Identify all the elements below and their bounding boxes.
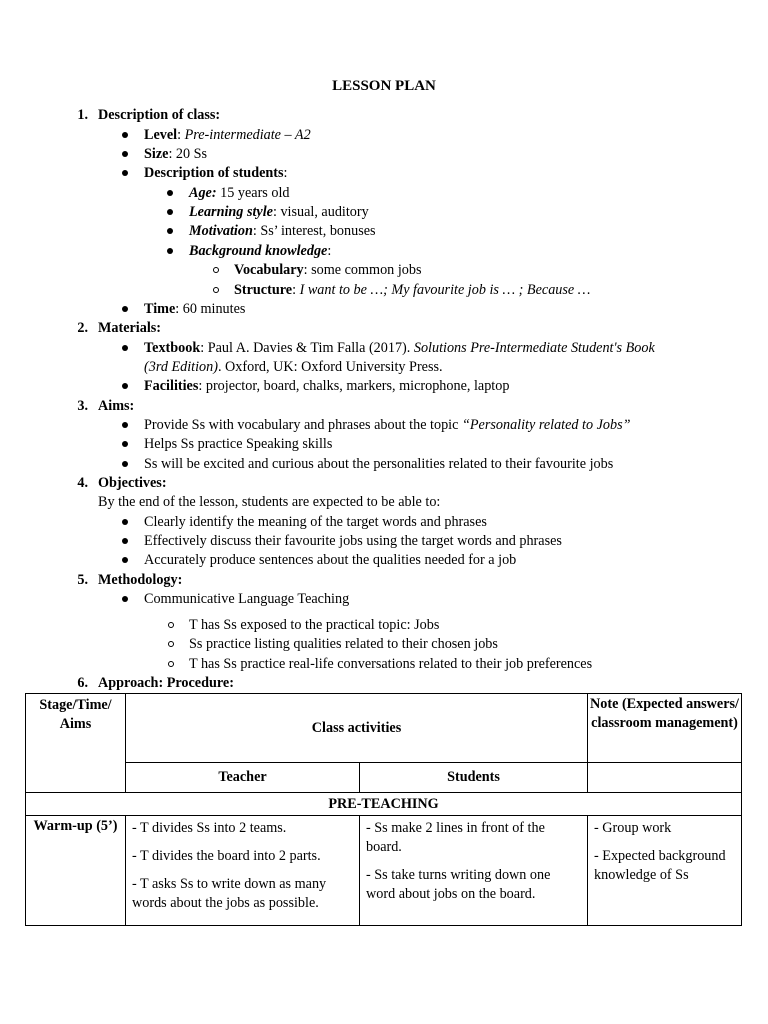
structure-value: I want to be …; My favourite job is … ; Because …	[299, 282, 591, 298]
procedure-table	[25, 693, 742, 926]
textbook-label: Textbook	[144, 340, 201, 356]
section-heading-materials: Materials:	[98, 320, 162, 336]
level-value: Pre-intermediate – A2	[184, 127, 311, 143]
bullet-dot	[167, 209, 173, 215]
size-label: Size	[144, 146, 169, 162]
textbook-authors: : Paul A. Davies & Tim Falla (2017).	[200, 340, 414, 356]
motivation-value: : Ss’ interest, bonuses	[252, 223, 376, 239]
bullet-dot	[122, 345, 128, 351]
facilities-line	[144, 377, 509, 396]
students-header: Students	[360, 763, 588, 793]
bullet-dot	[122, 441, 128, 447]
bullet-dot	[122, 461, 128, 467]
size-value: : 20 Ss	[168, 146, 208, 162]
section-heading-objectives: Objectives:	[98, 475, 167, 491]
teacher-header: Teacher	[126, 763, 360, 793]
level-label: Level	[144, 127, 178, 143]
section-heading-approach: Approach: Procedure:	[98, 675, 234, 691]
students-line: Description of students:	[144, 165, 288, 181]
methodology-sub-item: T has Ss exposed to the practical topic: Jobs	[189, 617, 440, 633]
stage-header: Stage/Time/ Aims	[26, 694, 126, 793]
motivation-label: Motivation	[189, 223, 253, 239]
bullet-dot	[122, 151, 128, 157]
bg-label: Background knowledge	[189, 243, 328, 259]
sub-bullet-circle	[213, 267, 219, 273]
document-title: LESSON PLAN	[332, 78, 436, 94]
methodology-item: Communicative Language Teaching	[144, 591, 350, 607]
teacher-step: - T asks Ss to write down as many words about the jobs as possible.	[132, 876, 327, 911]
style-line	[189, 203, 369, 222]
sub-bullet-circle	[168, 661, 174, 667]
textbook-title: Solutions Pre-Intermediate Student's Book	[413, 340, 655, 356]
facilities-label: Facilities	[144, 378, 199, 394]
level-line: Level: Pre-intermediate – A2	[144, 127, 311, 143]
section-number-2: 2.	[77, 320, 88, 336]
section-heading-aims: Aims:	[98, 398, 135, 414]
section-heading-methodology: Methodology:	[98, 572, 183, 588]
note-item: - Group work	[594, 820, 672, 836]
aim-1-topic: “Personality related to Jobs”	[461, 417, 631, 433]
sub-bullet-circle	[168, 622, 174, 628]
textbook-edition: (3rd Edition)	[144, 359, 218, 375]
warmup-stage-cell: Warm-up (5’)	[26, 816, 126, 926]
activities-header: Class activities	[126, 694, 588, 763]
textbook-publisher: . Oxford, UK: Oxford University Press.	[217, 359, 443, 375]
bullet-dot	[122, 519, 128, 525]
bullet-dot	[122, 538, 128, 544]
section-row-pre-teaching: PRE-TEACHING	[26, 793, 742, 816]
vocab-line	[234, 261, 421, 280]
objective-item: Clearly identify the meaning of the target words and phrases	[144, 514, 487, 530]
sub-bullet-circle	[213, 287, 219, 293]
bg-line: Background knowledge:	[189, 243, 332, 259]
style-value: : visual, auditory	[272, 204, 369, 220]
age-label: Age:	[189, 185, 217, 201]
time-line	[144, 300, 245, 319]
teacher-step: - T divides the board into 2 parts.	[132, 848, 321, 864]
motivation-line	[189, 222, 376, 241]
teacher-cell	[126, 816, 360, 926]
style-label: Learning style	[189, 204, 273, 220]
methodology-sub-item: T has Ss practice real-life conversations related to their job preferences	[189, 656, 593, 672]
objectives-intro: By the end of the lesson, students are expected to be able to:	[98, 494, 441, 510]
student-step: - Ss make 2 lines in front of the board.	[366, 820, 545, 855]
note-header: Note (Expected answers/ classroom management)	[588, 694, 742, 763]
textbook-line-2	[144, 358, 443, 377]
bullet-dot	[122, 132, 128, 138]
facilities-value: : projector, board, chalks, markers, microphone, laptop	[198, 378, 510, 394]
section-number-3: 3.	[77, 398, 88, 414]
students-cell	[360, 816, 588, 926]
structure-label: Structure	[234, 282, 293, 298]
section-number-4: 4.	[77, 475, 88, 491]
objective-item: Accurately produce sentences about the qualities needed for a job	[144, 552, 517, 568]
age-value: 15 years old	[216, 185, 290, 201]
methodology-sub-item: Ss practice listing qualities related to their chosen jobs	[189, 636, 498, 652]
note-subheader-empty	[588, 763, 742, 793]
section-number-6: 6.	[77, 675, 88, 691]
bullet-dot	[122, 383, 128, 389]
section-number-5: 5.	[77, 572, 88, 588]
bullet-dot	[167, 248, 173, 254]
teacher-step: - T divides Ss into 2 teams.	[132, 820, 287, 836]
objective-item: Effectively discuss their favourite jobs using the target words and phrases	[144, 533, 562, 549]
textbook-line-1	[144, 339, 655, 358]
bullet-dot	[122, 306, 128, 312]
structure-line: Structure: I want to be …; My favourite job is … ; Because …	[234, 282, 591, 298]
bullet-dot	[167, 228, 173, 234]
time-label: Time	[144, 301, 176, 317]
bullet-dot	[122, 422, 128, 428]
vocab-label: Vocabulary	[234, 262, 304, 278]
bullet-dot	[122, 596, 128, 602]
sub-bullet-circle	[168, 641, 174, 647]
age-line	[189, 184, 290, 203]
note-item: - Expected background knowledge of Ss	[594, 848, 726, 883]
bullet-dot	[122, 557, 128, 563]
bullet-dot	[167, 190, 173, 196]
student-step: - Ss take turns writing down one word about jobs on the board.	[366, 867, 551, 902]
section-heading-description: Description of class:	[98, 107, 221, 123]
aim-1-text: Provide Ss with vocabulary and phrases about the topic	[144, 417, 462, 433]
note-cell	[588, 816, 742, 926]
size-line	[144, 145, 207, 164]
aim-2: Helps Ss practice Speaking skills	[144, 436, 333, 452]
aim-3: Ss will be excited and curious about the personalities related to their favourite jobs	[144, 456, 614, 472]
bullet-dot	[122, 170, 128, 176]
students-label: Description of students	[144, 165, 284, 181]
aim-1	[144, 416, 631, 435]
time-value: : 60 minutes	[175, 301, 246, 317]
section-number-1: 1.	[77, 107, 88, 123]
vocab-value: : some common jobs	[303, 262, 422, 278]
